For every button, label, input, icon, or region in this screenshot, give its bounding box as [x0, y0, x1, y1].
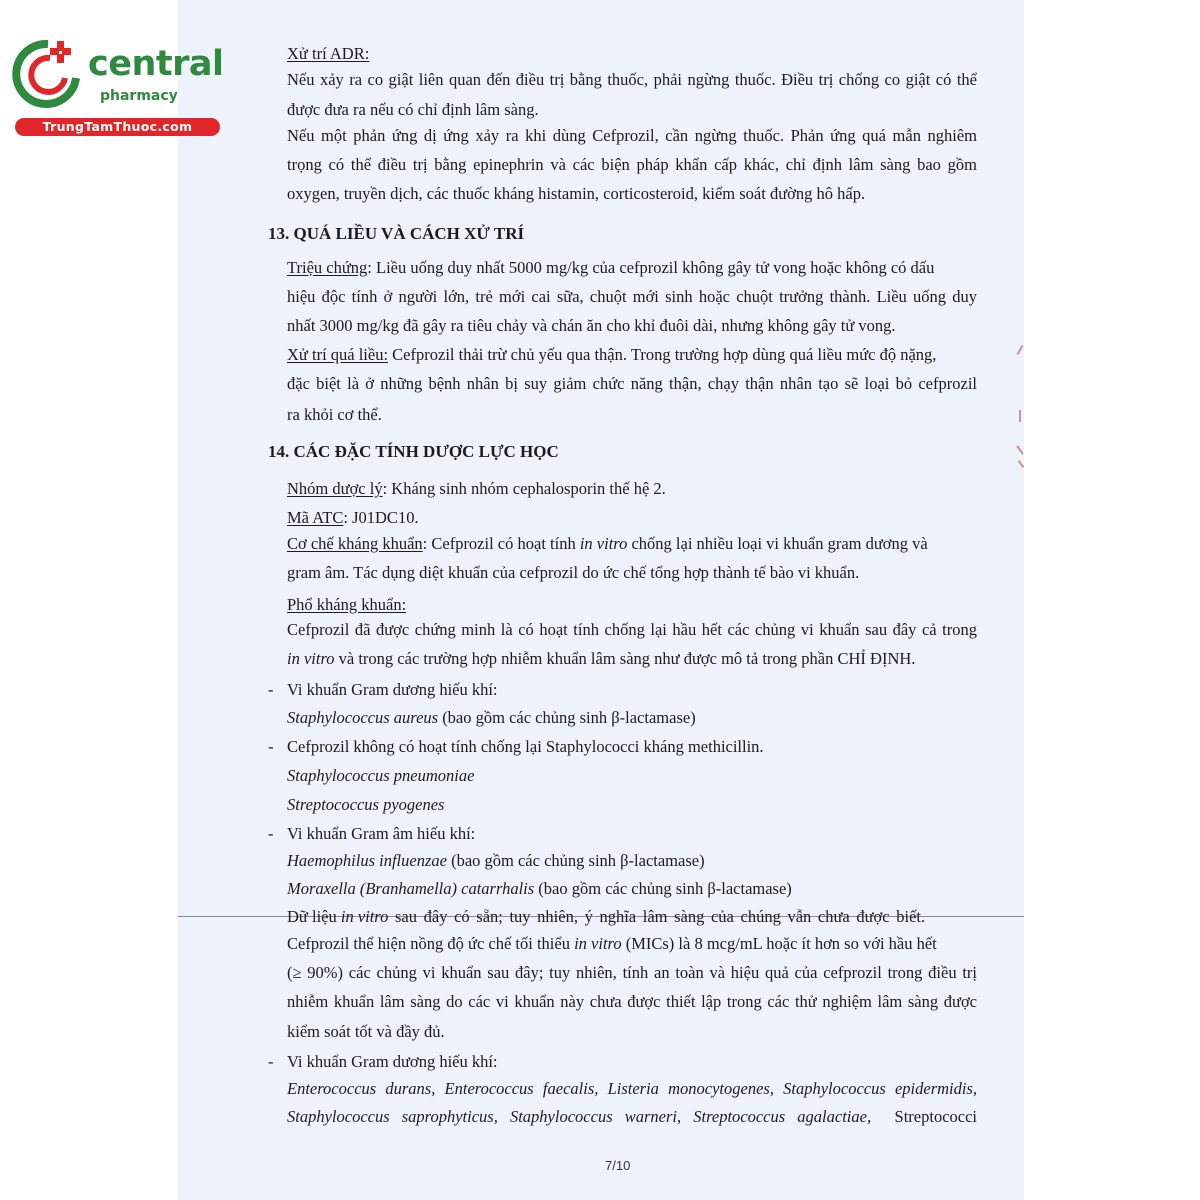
adr-text: Nếu một phản ứng dị ứng xảy ra khi dùng Cefprozil, cần ngừng thuốc. Phản ứng quá mẫn nghiêm: [287, 126, 977, 145]
treatment-label: Xử trí quá liều:: [287, 345, 389, 364]
organism-note: (bao gồm các chủng sinh β-lactamase): [446, 851, 705, 870]
symptoms-label: Triệu chứng: [287, 258, 368, 277]
overdose-treatment: [287, 345, 936, 365]
group-text: : Kháng sinh nhóm cephalosporin thế hệ 2.: [382, 479, 666, 498]
in-vitro-term: in vitro: [574, 934, 622, 953]
in-vitro-text: (MICs) là 8 mcg/mL hoặc ít hơn so với hầu hết: [621, 934, 937, 953]
spectrum-text: Cefprozil đã được chứng minh là có hoạt tính chống lại hầu hết các chủng vi khuẩn sau đây cả trong: [287, 620, 977, 639]
in-vitro-data: [287, 907, 977, 927]
symptoms-text: nhất 3000 mg/kg đã gây ra tiêu chảy và chán ăn cho khỉ đuôi dài, nhưng không gây tử vong.: [287, 316, 896, 335]
atc-code: [287, 508, 419, 528]
atc-label: Mã ATC: [287, 508, 344, 527]
in-vitro-text: Cefprozil thể hiện nồng độ ức chế tối thiểu: [287, 934, 575, 953]
central-pharmacy-logo[interactable]: [10, 38, 224, 138]
page-number: 7/10: [605, 1158, 631, 1173]
bullet-dash: -: [268, 680, 274, 699]
adr-text: được đưa ra nếu có chỉ định lâm sàng.: [287, 100, 539, 119]
in-vitro-data: [287, 934, 937, 954]
in-vitro-term: in vitro: [287, 649, 335, 668]
mechanism-text: gram âm. Tác dụng diệt khuẩn của cefprozil do ức chế tổng hợp thành tế bào vi khuẩn.: [287, 563, 860, 582]
organism-name: Moraxella (Branhamella) catarrhalis: [287, 879, 535, 898]
gram-positive-heading: Vi khuẩn Gram dương hiếu khí:: [287, 1052, 498, 1071]
organism-item: [287, 879, 792, 899]
overdose-symptoms: [287, 258, 977, 278]
symptoms-text: : Liều uống duy nhất 5000 mg/kg của cefprozil không gây tử vong hoặc không có dấu: [367, 258, 935, 277]
mechanism-label: Cơ chế kháng khuẩn: [287, 534, 423, 553]
site-url-badge[interactable]: TrungTamThuoc.com: [15, 118, 220, 136]
bullet-dash: -: [268, 737, 274, 756]
brand-subtitle: pharmacy: [100, 88, 178, 104]
mechanism-text: : Cefprozil có hoạt tính: [422, 534, 580, 553]
in-vitro-term: in vitro: [340, 907, 389, 926]
pharmacy-cross-icon: [10, 38, 82, 110]
organism-name: Haemophilus influenzae: [287, 851, 447, 870]
organism-note: (bao gồm các chủng sinh β-lactamase): [534, 879, 792, 898]
section-13-title: 13. QUÁ LIỀU VÀ CÁCH XỬ TRÍ: [268, 224, 525, 243]
organism-note: (bao gồm các chủng sinh β-lactamase): [438, 708, 696, 727]
organism-item: [287, 851, 705, 871]
group-label: Nhóm dược lý: [287, 479, 383, 498]
bullet-dash: -: [268, 824, 274, 843]
stamp-mark: [1019, 410, 1021, 422]
adr-text: oxygen, truyền dịch, các thuốc kháng histamin, corticosteroid, kiểm soát đường hô hấp.: [287, 184, 866, 203]
symptoms-text: hiệu độc tính ở người lớn, trẻ mới cai sữa, chuột mới sinh hoặc chuột trưởng thành. Liều uống duy: [287, 287, 977, 306]
mrsa-note: Cefprozil không có hoạt tính chống lại Staphylococci kháng methicillin.: [287, 737, 764, 756]
treatment-text: đặc biệt là ở những bệnh nhân bị suy giảm chức năng thận, chạy thận nhân tạo sẽ loại bỏ cefprozil: [287, 374, 977, 393]
adr-text: Nếu xảy ra co giật liên quan đến điều trị bằng thuốc, phải ngừng thuốc. Điều trị chống co giật có thể: [287, 70, 977, 89]
organism-name: Streptococcus pyogenes: [287, 795, 445, 814]
gram-negative-heading: Vi khuẩn Gram âm hiếu khí:: [287, 824, 476, 843]
organism-item: [287, 708, 696, 728]
gram-positive-heading: Vi khuẩn Gram dương hiếu khí:: [287, 680, 498, 699]
brand-name: central: [88, 44, 224, 84]
in-vitro-term: in vitro: [579, 534, 628, 553]
in-vitro-text: nhiễm khuẩn lâm sàng do các vi khuẩn này chưa được thiết lập trong các thử nghiệm lâm sàng được: [287, 992, 977, 1011]
atc-text: : J01DC10.: [343, 508, 419, 527]
adr-text: trọng có thể điều trị bằng epinephrin và các biện pháp khẩn cấp khác, chỉ định lâm sàng bao gồm: [287, 155, 977, 174]
section-14-title: 14. CÁC ĐẶC TÍNH DƯỢC LỰC HỌC: [268, 442, 559, 461]
treatment-text: ra khỏi cơ thể.: [287, 405, 382, 424]
spectrum-text: [287, 649, 915, 669]
adr-heading: Xử trí ADR:: [287, 44, 370, 63]
mechanism: [287, 534, 977, 554]
in-vitro-text: sau đây có sẵn; tuy nhiên, ý nghĩa lâm sàng của chúng vẫn chưa được biết.: [388, 907, 926, 926]
organism-name: Staphylococcus saprophyticus, Staphylococcus warneri, Streptococcus agalactiae,: [287, 1107, 872, 1126]
organism-list: Enterococcus durans, Enterococcus faecalis, Listeria monocytogenes, Staphylococcus epidermidis,: [287, 1079, 977, 1098]
organism-name: Streptococci: [894, 1107, 977, 1126]
organism-name: Staphylococcus pneumoniae: [287, 766, 475, 785]
organism-list: [287, 1107, 977, 1127]
organism-name: Staphylococcus aureus: [287, 708, 439, 727]
pharmacologic-group: [287, 479, 666, 499]
in-vitro-text: (≥ 90%) các chủng vi khuẩn sau đây; tuy nhiên, tính an toàn và hiệu quả của cefprozil trong điều trị: [287, 963, 977, 982]
in-vitro-text: kiểm soát tốt và đầy đủ.: [287, 1022, 445, 1041]
spectrum-label: Phổ kháng khuẩn:: [287, 595, 407, 614]
in-vitro-text: Dữ liệu: [287, 907, 341, 926]
treatment-text: Cefprozil thải trừ chủ yếu qua thận. Trong trường hợp dùng quá liều mức độ nặng,: [388, 345, 937, 364]
spectrum-text: và trong các trường hợp nhiễm khuẩn lâm sàng như được mô tả trong phần CHỈ ĐỊNH.: [334, 649, 916, 668]
mechanism-text: chống lại nhiều loại vi khuẩn gram dương và: [627, 534, 928, 553]
bullet-dash: -: [268, 1052, 274, 1071]
